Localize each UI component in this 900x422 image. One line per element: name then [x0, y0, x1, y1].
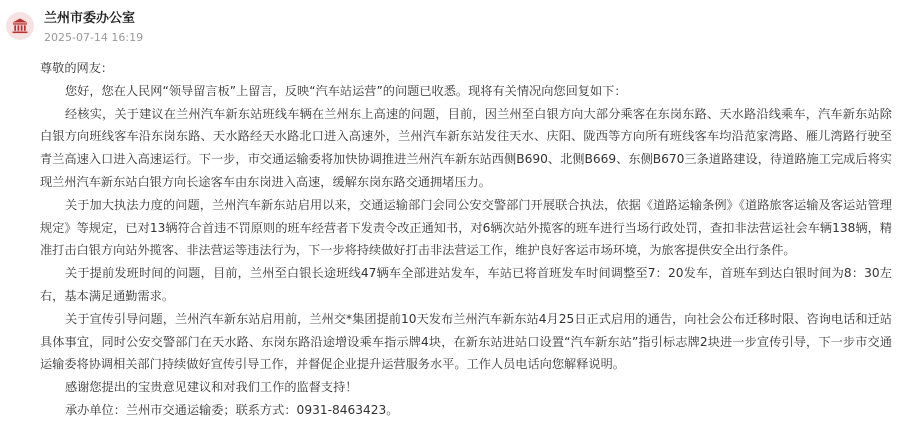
reply-body — [40, 57, 892, 422]
avatar[interactable] — [6, 12, 34, 40]
post-timestamp: 2025-07-14 16:19 — [44, 31, 144, 44]
org-name[interactable]: 兰州市委办公室 — [44, 11, 136, 26]
reply-paragraph: 关于加大执法力度的问题，兰州汽车新东站启用以来，交通运输部门会同公安交警部门开展联合执法，依据《道路运输条例》《道路旅客运输及客运站管理规定》等规定，已对13辆符合首违不罚原则的班车经营者下发责令改正通知书，对6辆次站外揽客的班车进行当场行政处罚，查扣非法营运社会车辆138辆，精准打击白银方向站外揽客、非法营运等违法行为，下一步将持续做好打击非法营运工作，维护良好客运市场环境，为旅客提供安全出行条件。 — [40, 197, 892, 258]
reply-paragraph: 经核实，关于建议在兰州汽车新东站班线车辆在兰州东上高速的问题，目前，因兰州至白银方向大部分乘客在东岗东路、天水路沿线乘车，汽车新东站除白银方向班线客车沿东岗东路、天水路经天水路北口进入高速外，兰州汽车新东站发往天水、庆阳、陇西等方向所有班线客车均沿范家湾路、雁儿湾路行驶至青兰高速入口进入高速运行。下一步，市交通运输委将加快协调推进兰州汽车新东站西侧B690、北侧B669、东侧B670三条道路建设，待道路施工完成后将实现兰州汽车新东站白银方向长途客车由东岗进入高速，缓解东岗东路交通拥堵压力。 — [40, 106, 892, 189]
reply-closing: 感谢您提出的宝贵意见建议和对我们工作的监督支持！ — [65, 380, 358, 395]
reply-paragraph: 关于宣传引导问题，兰州汽车新东站启用前，兰州交*集团提前10天发布兰州汽车新东站4月25日正式启用的通告，向社会公布迁移时限、咨询电话和迁站具体事宜，同时公安交警部门在天水路、东岗东路沿途增设乘车指示牌4块，在新东站进站口设置“汽车新东站”指引标志牌2块进一步宣传引导，下一步市交通运输委将协调相关部门持续做好宣传引导工作，并督促企业提升运营服务水平。工作人员电话向您解释说明。 — [40, 311, 892, 372]
greeting: 尊敬的网友： — [40, 61, 114, 75]
government-building-icon — [11, 17, 29, 35]
reply-contact: 承办单位：兰州市交通运输委；联系方式：0931-8463423。 — [65, 402, 399, 417]
reply-paragraph: 您好，您在人民网“领导留言板”上留言，反映“汽车站运营”的问题已收悉。现将有关情况向您回复如下： — [65, 83, 627, 98]
reply-paragraph: 关于提前发班时间的问题，目前，兰州至白银长途班线47辆车全部进站发车，车站已将首班发车时间调整至7：20发车，首班车到达白银时间为8：30左右，基本满足通勤需求。 — [40, 266, 892, 303]
